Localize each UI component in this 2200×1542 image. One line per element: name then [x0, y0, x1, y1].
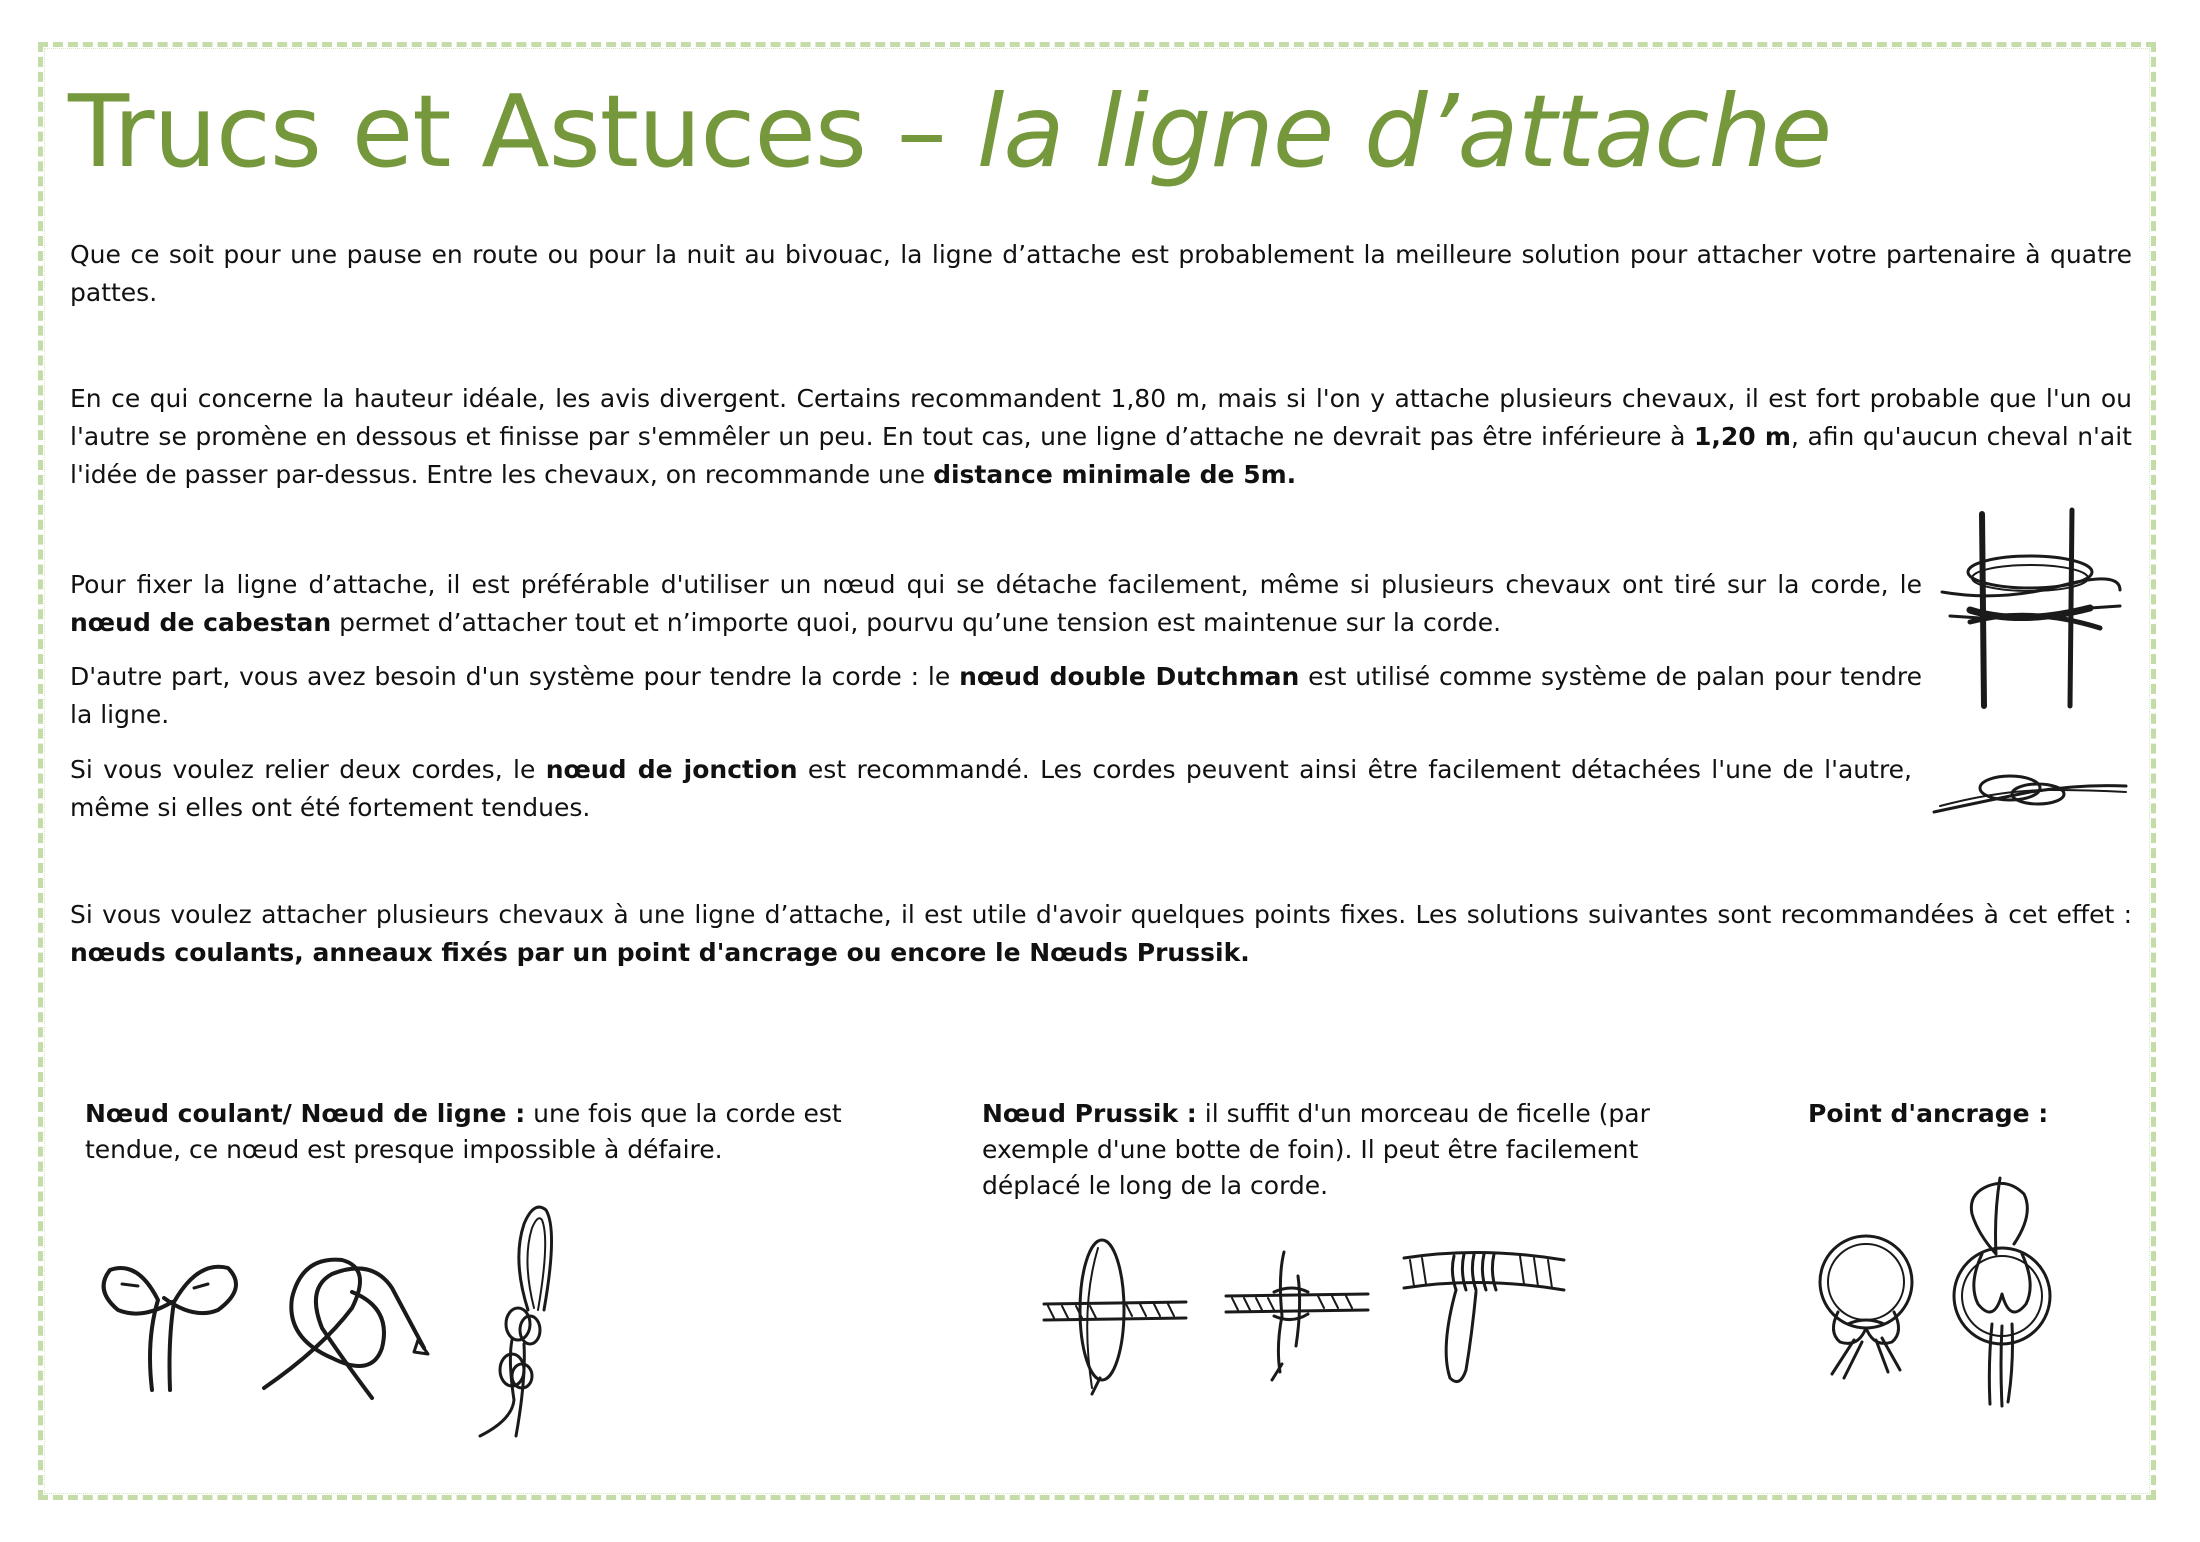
junction-knot-illustration — [1930, 760, 2130, 820]
height-bold-2: distance minimale de 5m. — [933, 460, 1297, 489]
slip-knot-step1-illustration — [98, 1240, 248, 1400]
title-italic: la ligne d’attache — [976, 73, 1832, 190]
anchor-ring-2-illustration — [1938, 1174, 2068, 1414]
junction-paragraph — [70, 751, 1912, 827]
prussik-step1-illustration — [1040, 1228, 1190, 1398]
clove-hitch-illustration — [1940, 510, 2130, 710]
slip-knot-step2-illustration — [262, 1248, 442, 1408]
points-bold: nœuds coulants, anneaux fixés par un point d'ancrage ou encore le Nœuds Prussik. — [70, 938, 1250, 967]
dutchman-text-2: est utilisé comme système de palan pour tendre la ligne. — [70, 662, 1923, 729]
anchor-ring-1-illustration — [1808, 1232, 1928, 1382]
junction-text-2: est recommandé. Les cordes peuvent ainsi être facilement détachées l'une de l'autre, même si elles ont été fortement tendues. — [70, 755, 1912, 822]
caption-slip-knot — [85, 1096, 885, 1168]
caption-prussik — [982, 1096, 1712, 1204]
dutchman-bold: nœud double Dutchman — [959, 662, 1300, 691]
caption-prussik-text: il suffit d'un morceau de ficelle (par exemple d'une botte de foin). Il peut être facilement déplacé le long de la corde. — [982, 1099, 1650, 1200]
fix-paragraph — [70, 566, 1922, 642]
fix-text-2: permet d’attacher tout et n’importe quoi, pourvu qu’une tension est maintenue sur la corde. — [331, 608, 1502, 637]
intro-paragraph — [70, 236, 2132, 312]
title-main: Trucs et Astuces – — [68, 73, 946, 190]
prussik-step3-illustration — [1400, 1238, 1570, 1388]
dutchman-paragraph — [70, 658, 1922, 734]
fixed-points-paragraph — [70, 896, 2132, 972]
fix-text-1: Pour fixer la ligne d’attache, il est préférable d'utiliser un nœud qui se détache facilement, même si plusieurs chevaux ont tiré sur la corde, le — [70, 570, 1922, 599]
caption-slip-knot-text: une fois que la corde est tendue, ce nœud est presque impossible à défaire. — [85, 1099, 842, 1164]
height-bold-1: 1,20 m — [1693, 422, 1791, 451]
dutchman-text-1: D'autre part, vous avez besoin d'un système pour tendre la corde : le — [70, 662, 960, 691]
height-paragraph — [70, 380, 2132, 494]
prussik-step2-illustration — [1222, 1246, 1372, 1386]
junction-text-1: Si vous voulez relier deux cordes, le — [70, 755, 546, 784]
caption-anchor — [1808, 1096, 2108, 1132]
fix-bold: nœud de cabestan — [70, 608, 332, 637]
slip-knot-step3-illustration — [472, 1200, 582, 1440]
height-text-1: En ce qui concerne la hauteur idéale, les avis divergent. Certains recommandent 1,80 m, mais si l'on y attache plusieurs chevaux, il est fort probable que l'un ou l'autre se promène en dessous et finisse par s'emmêler un peu. En tout cas, une ligne d’attache ne devrait pas être inférieure à — [70, 384, 2132, 451]
caption-prussik-title: Nœud Prussik : — [982, 1099, 1197, 1128]
junction-bold: nœud de jonction — [545, 755, 798, 784]
height-text-2: , afin qu'aucun cheval n'ait l'idée de passer par-dessus. Entre les chevaux, on recommande une — [70, 422, 2132, 489]
caption-slip-knot-title: Nœud coulant/ Nœud de ligne : — [85, 1099, 526, 1128]
intro-text: Que ce soit pour une pause en route ou pour la nuit au bivouac, la ligne d’attache est probablement la meilleure solution pour attacher votre partenaire à quatre pattes. — [70, 240, 2132, 307]
caption-anchor-title: Point d'ancrage : — [1808, 1099, 2049, 1128]
page-title — [68, 72, 1831, 192]
points-text: Si vous voulez attacher plusieurs chevaux à une ligne d’attache, il est utile d'avoir quelques points fixes. Les solutions suivantes sont recommandées à cet effet : — [70, 900, 2132, 929]
